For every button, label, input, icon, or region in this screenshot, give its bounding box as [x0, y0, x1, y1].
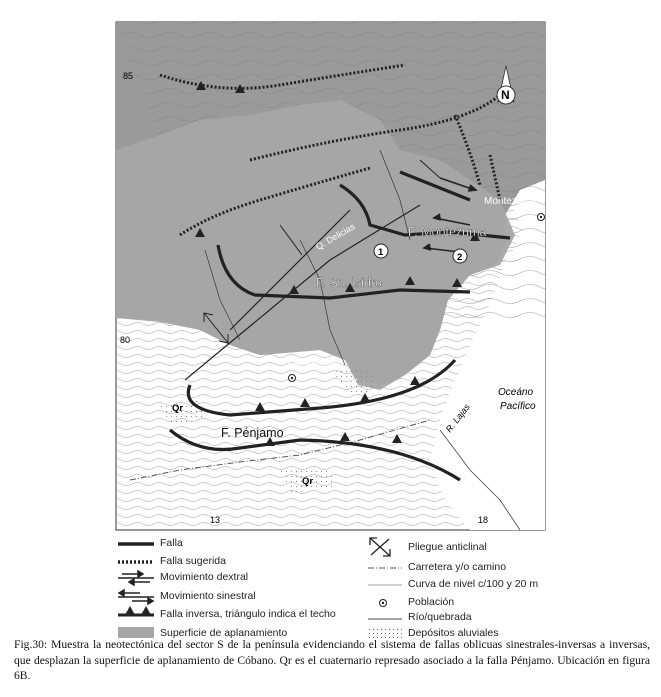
- coord-label: 80: [120, 335, 131, 345]
- coord-label: 85: [123, 71, 134, 81]
- qr-label: Qr: [302, 476, 314, 487]
- dextral-symbol: [118, 571, 154, 585]
- north-label: N: [501, 88, 510, 102]
- reverse-fault-symbol: [118, 606, 154, 615]
- marker-1-label: 1: [378, 247, 384, 258]
- place-label-ocean-1: Oceáno: [498, 387, 534, 398]
- sinistral-symbol: [118, 590, 154, 604]
- legend-suggested-fault: Falla sugerida: [160, 555, 226, 567]
- place-label-q-delicias: Q. Delicias: [314, 221, 357, 252]
- legend-contour: Curva de nivel c/100 y 20 m: [408, 578, 539, 590]
- legend-reverse-fault: Falla inversa, triángulo indica el techo: [160, 608, 336, 620]
- fault-label-penjamo: F. Pénjamo: [221, 426, 284, 440]
- place-label-r-lajas: R. Lajas: [443, 402, 472, 435]
- coord-label: 13: [210, 515, 221, 525]
- legend-road: Carretera y/o camino: [408, 561, 507, 573]
- qr-label: Qr: [346, 376, 358, 387]
- anticline-legend-symbol: [370, 538, 390, 556]
- legend-settlement: Población: [408, 596, 455, 608]
- legend-dextral: Movimiento dextral: [160, 571, 249, 583]
- fault-label-montezuma: F. Montezuma: [408, 225, 487, 239]
- place-label-rio-enmedio: Rio Enmedio: [288, 359, 343, 370]
- coord-label: 18: [478, 515, 489, 525]
- legend-river: Río/quebrada: [408, 611, 472, 623]
- legend-alluvial: Depósitos aluviales: [408, 627, 499, 639]
- place-label-montezuma: Montezuma: [484, 196, 537, 207]
- place-label-ocean-2: Pacífico: [500, 401, 536, 412]
- legend-anticline: Pliegue anticlinal: [408, 541, 487, 553]
- legend-planation-surface: Superficie de aplanamiento: [160, 627, 288, 639]
- marker-2-label: 2: [457, 252, 463, 263]
- fault-label-isidro: F. Sn. Isidro: [316, 276, 382, 290]
- legend-fault: Falla: [160, 537, 183, 549]
- legend-sinistral: Movimiento sinestral: [160, 590, 256, 602]
- qr-label: Qr: [172, 403, 184, 414]
- figure-caption: Fig.30: Muestra la neotectónica del sector S de la península evidenciando el sistema de fallas oblicuas sinestrales-inversas a inversas, que desplazan la superficie de aplanamiento de Cóbano. Qr es el cuaternario represado asociado a la falla Pénjamo. Ubicación en figura 6B.: [14, 638, 650, 682]
- settlement-symbol: [380, 600, 387, 607]
